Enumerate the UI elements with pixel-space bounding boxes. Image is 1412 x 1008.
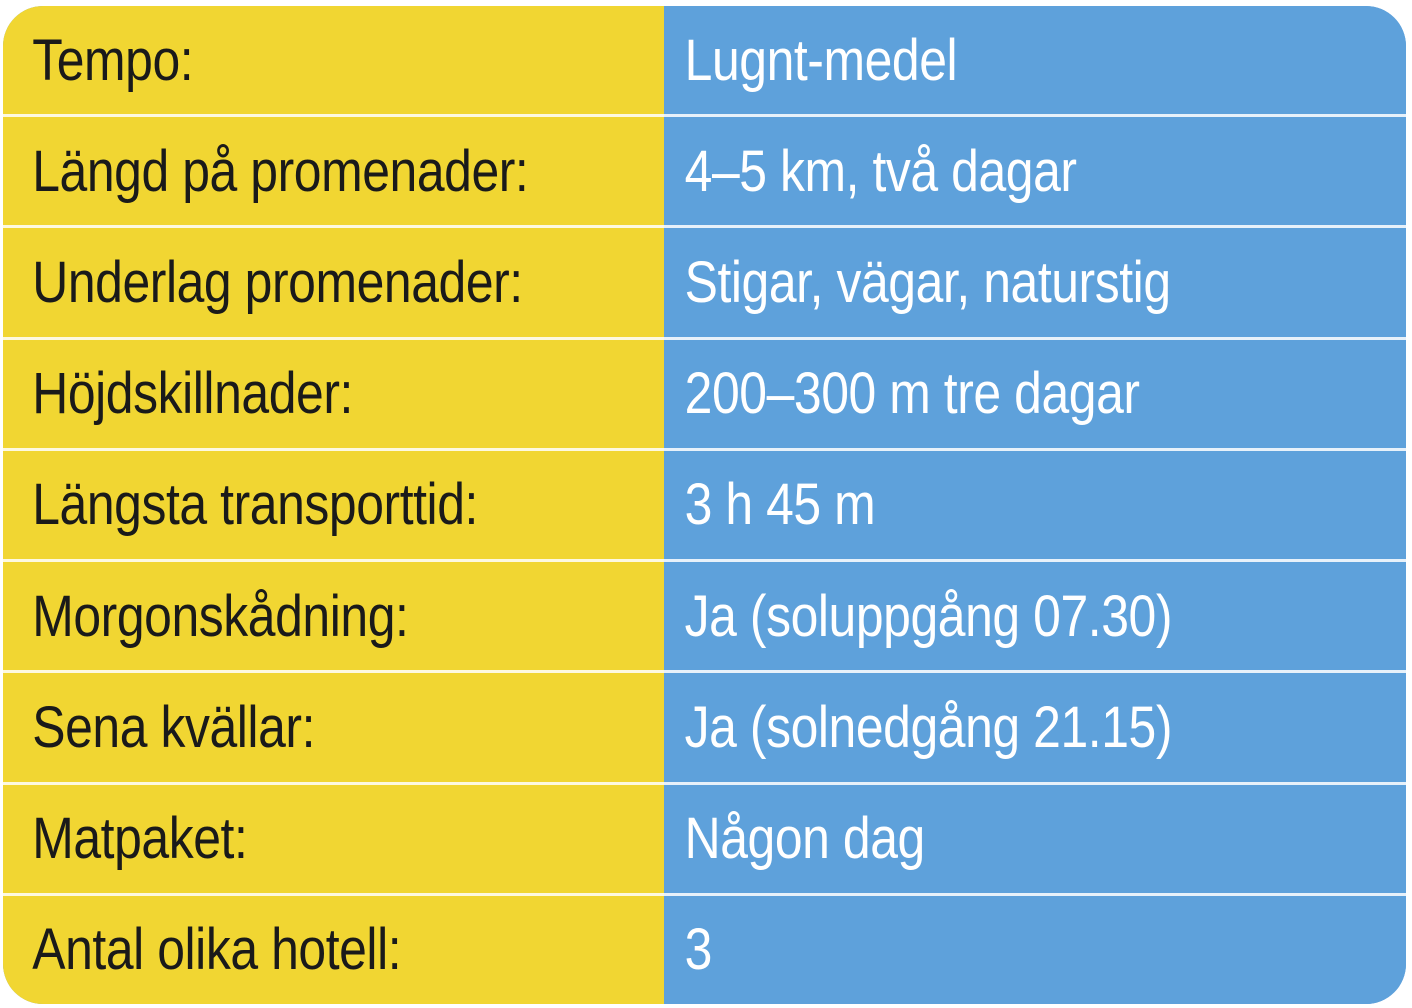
- row-label: Sena kvällar:: [32, 694, 316, 760]
- row-value: Ja (solnedgång 21.15): [684, 694, 1173, 760]
- table-row-hotel-count: [3, 896, 1406, 1004]
- info-table-card: [3, 6, 1406, 1004]
- row-value: 3: [684, 917, 712, 983]
- row-value: 200–300 m tre dagar: [684, 361, 1140, 427]
- row-label: Tempo:: [32, 27, 194, 93]
- row-value: Ja (soluppgång 07.30): [684, 583, 1173, 649]
- row-label: Längsta transporttid:: [32, 472, 478, 538]
- table-row-elevation: [3, 340, 1406, 451]
- row-label: Matpaket:: [32, 806, 248, 872]
- table-row-walk-length: [3, 117, 1406, 228]
- row-label: Höjdskillnader:: [32, 361, 353, 427]
- row-label: Längd på promenader:: [32, 138, 529, 204]
- row-label: Morgonskådning:: [32, 583, 409, 649]
- row-value: Någon dag: [684, 806, 925, 872]
- table-row-walk-surface: [3, 228, 1406, 339]
- table-row-transport-time: [3, 451, 1406, 562]
- table-row-late-evenings: [3, 673, 1406, 784]
- row-label: Underlag promenader:: [32, 250, 523, 316]
- row-value: Stigar, vägar, naturstig: [684, 250, 1171, 316]
- table-row-tempo: [3, 6, 1406, 117]
- row-label: Antal olika hotell:: [32, 917, 402, 983]
- row-value: Lugnt-medel: [684, 27, 958, 93]
- info-table: [3, 6, 1406, 1004]
- table-row-lunch-packs: [3, 785, 1406, 896]
- table-row-morning-watching: [3, 562, 1406, 673]
- row-value: 4–5 km, två dagar: [684, 138, 1077, 204]
- row-value: 3 h 45 m: [684, 472, 876, 538]
